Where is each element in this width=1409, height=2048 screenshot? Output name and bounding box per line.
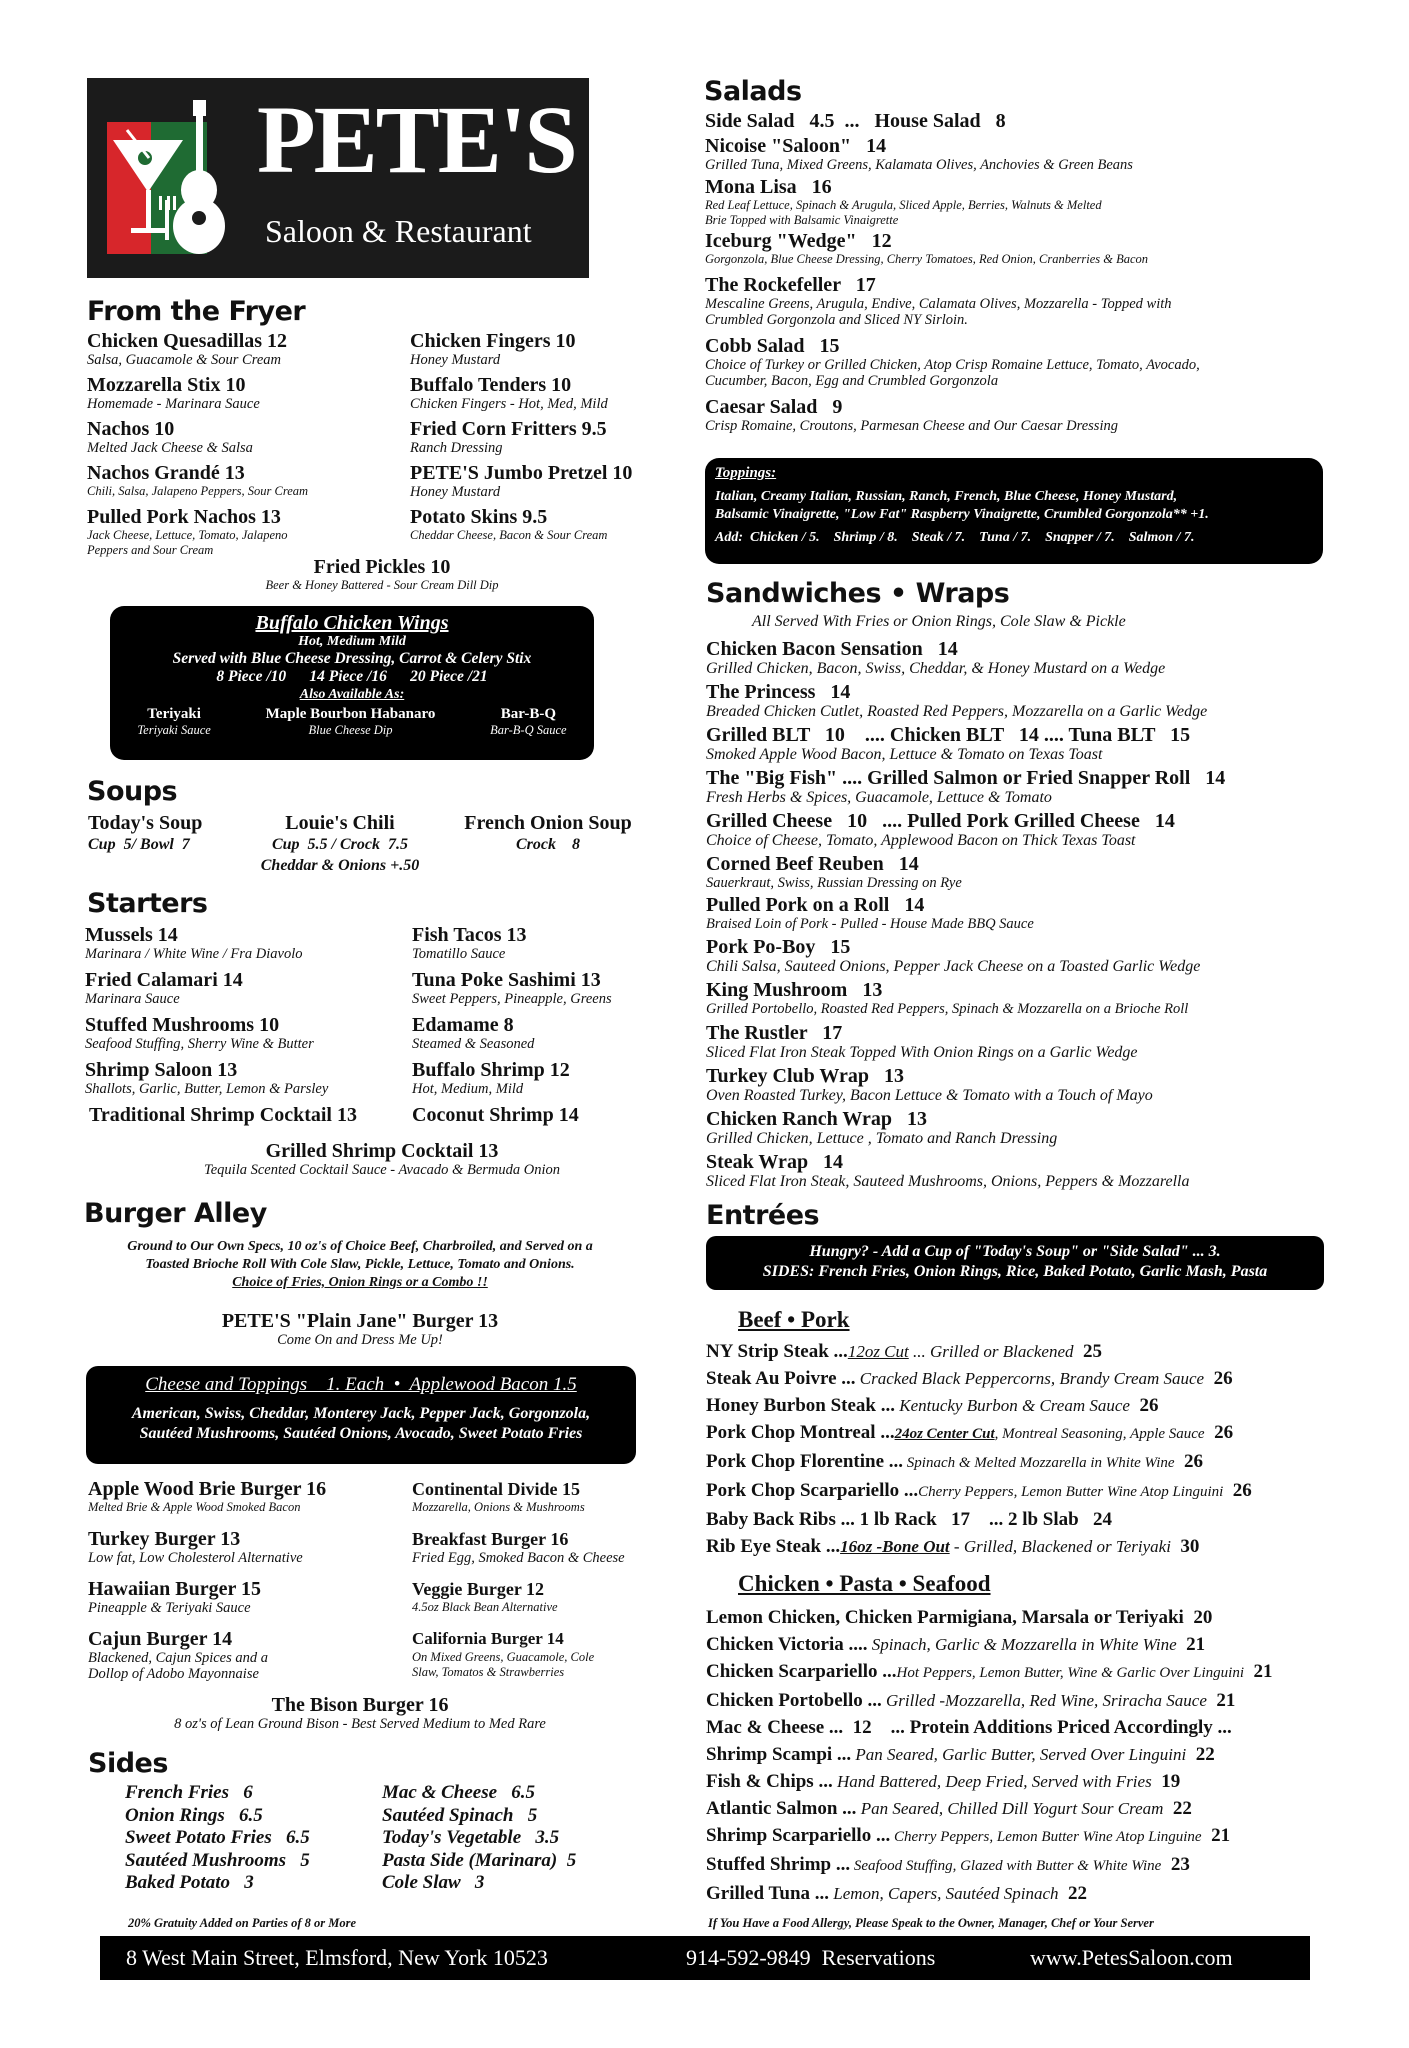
beef-list [706,1338,1336,1560]
flavor: Teriyaki Teriyaki Sauce [137,706,211,737]
menu-item: Steak Wrap 14 Sliced Flat Iron Steak, Sauteed Mushrooms, Onions, Peppers & Mozzarella [706,1151,1190,1190]
burger-heading: Burger Alley [84,1198,267,1229]
menu-item: Stuffed Mushrooms 10 Seafood Stuffing, Sherry Wine & Butter [85,1014,314,1052]
menu-item: Chicken Bacon Sensation 14 Grilled Chicken, Bacon, Swiss, Cheddar, & Honey Mustard on a Wedge [706,638,1166,677]
menu-item: Potato Skins 9.5 Cheddar Cheese, Bacon & Sour Cream [410,506,608,542]
menu-item: Edamame 8 Steamed & Seasoned [412,1014,535,1052]
salad-toppings-title: Toppings: [715,465,777,481]
menu-item: California Burger 14 On Mixed Greens, Guacamole, Cole Slaw, Tomatos & Strawberries [412,1629,595,1679]
side-item: Pasta Side (Marinara) 5 [382,1849,577,1871]
soup-item: French Onion Soup Crock 8 [464,812,632,853]
entree-item: Baby Back Ribs ... 1 lb Rack 17 ... 2 lb Slab 24 [706,1509,1112,1530]
menu-item: Veggie Burger 12 4.5oz Black Bean Alternative [412,1579,558,1614]
entrees-info-box: Hungry? - Add a Cup of "Today's Soup" or "Side Salad" ... 3. SIDES: French Fries, Onion Rings, Rice, Baked Potato, Garlic Mash, Pasta [706,1236,1324,1290]
sandwiches-subtitle: All Served With Fries or Onion Rings, Cole Slaw & Pickle [752,613,1126,630]
martini-guitar-icon [107,100,255,258]
menu-item: Tuna Poke Sashimi 13 Sweet Peppers, Pineapple, Greens [412,969,612,1007]
entree-item: Fish & Chips ... Hand Battered, Deep Fried, Served with Fries 19 [706,1771,1181,1792]
side-item: French Fries 6 [125,1782,253,1803]
chicken-pasta-seafood-heading: Chicken • Pasta • Seafood [738,1571,991,1596]
entree-item: NY Strip Steak ...12oz Cut ... Grilled or Blackened 25 [706,1341,1103,1362]
menu-item: The Princess 14 Breaded Chicken Cutlet, Roasted Red Peppers, Mozzarella on a Garlic Wedge [706,681,1208,720]
entree-item: Rib Eye Steak ...16oz -Bone Out - Grilled, Blackened or Teriyaki 30 [706,1536,1200,1557]
wings-flavors [110,706,594,738]
allergy-note: If You Have a Food Allergy, Please Speak to the Owner, Manager, Chef or Your Server [708,1916,1154,1930]
entree-item: Pork Chop Florentine ... Spinach & Melted Mozzarella in White Wine 26 [706,1451,1204,1472]
menu-item: Cajun Burger 14 Blackened, Cajun Spices and a Dollop of Adobo Mayonnaise [88,1628,268,1682]
menu-item: PETE'S Jumbo Pretzel 10 Honey Mustard [410,462,633,500]
menu-item: Chicken Ranch Wrap 13 Grilled Chicken, Lettuce , Tomato and Ranch Dressing [706,1108,1058,1147]
burger-right-column [412,1478,692,1680]
side-item: Sautéed Spinach 5 [382,1804,538,1826]
sides-heading: Sides [88,1748,168,1779]
menu-item: Cobb Salad 15 Choice of Turkey or Grilled Chicken, Atop Crisp Romaine Lettuce, Tomato, Avocado, Cucumber, Bacon, Egg and Crumbled Gorgonzola [705,335,1200,389]
menu-item: Mussels 14 Marinara / White Wine / Fra Diavolo [85,924,303,962]
menu-item: Nachos Grandé 13 Chili, Salsa, Jalapeno Peppers, Sour Cream [87,462,309,498]
entree-item: Pork Chop Scarpariello ...Cherry Peppers, Lemon Butter Wine Atop Linguini 26 [706,1480,1252,1501]
fryer-heading: From the Fryer [87,296,306,327]
soups-heading: Soups [87,776,178,807]
menu-item: Coconut Shrimp 14 [412,1104,579,1126]
menu-item: Traditional Shrimp Cocktail 13 [89,1104,357,1126]
menu-item: Fish Tacos 13 Tomatillo Sauce [412,924,527,962]
starters-left-column [85,924,405,1126]
footer-phone[interactable]: 914-592-9849 Reservations [686,1945,936,1970]
menu-item: Buffalo Shrimp 12 Hot, Medium, Mild [412,1059,570,1097]
menu-item: Continental Divide 15 Mozzarella, Onions & Mushrooms [412,1479,585,1514]
menu-item: Buffalo Tenders 10 Chicken Fingers - Hot, Med, Mild [410,374,608,412]
gratuity-note: 20% Gratuity Added on Parties of 8 or More [128,1916,357,1930]
toppings-title: Cheese and Toppings 1. Each • Applewood Bacon 1.5 [145,1374,577,1395]
entree-item: Chicken Scarpariello ...Hot Peppers, Lemon Butter, Wine & Garlic Over Linguini 21 [706,1661,1273,1682]
menu-item: The Rustler 17 Sliced Flat Iron Steak Topped With Onion Rings on a Garlic Wedge [706,1022,1138,1061]
side-item: Sautéed Mushrooms 5 [125,1849,310,1871]
sandwiches-heading: Sandwiches • Wraps [706,578,1010,609]
logo-tagline: Saloon & Restaurant [265,213,532,249]
menu-item: The "Big Fish" .... Grilled Salmon or Fried Snapper Roll 14 Fresh Herbs & Spices, Guacamole, Lettuce & Tomato [706,767,1226,806]
salads-list [705,110,1345,434]
beef-pork-heading: Beef • Pork [738,1307,850,1332]
sides-left-column [125,1782,310,1895]
fryer-center-item: Fried Pickles 10 Beer & Honey Battered - Sour Cream Dill Dip [265,556,499,592]
menu-item: Grilled Cheese 10 .... Pulled Pork Grilled Cheese 14 Choice of Cheese, Tomato, Applewood Bacon on Thick Texas Toast [706,810,1175,849]
entree-item: Steak Au Poivre ... Cracked Black Peppercorns, Brandy Cream Sauce 26 [706,1368,1233,1389]
starters-center-item: Grilled Shrimp Cocktail 13 Tequila Scented Cocktail Sauce - Avacado & Bermuda Onion [204,1140,560,1178]
footer-website-link[interactable]: www.PetesSaloon.com [1030,1945,1233,1970]
menu-item: Apple Wood Brie Burger 16 Melted Brie & Apple Wood Smoked Bacon [88,1478,327,1514]
footer-bar [100,1936,1310,1980]
menu-item: Iceburg "Wedge" 12 Gorgonzola, Blue Cheese Dressing, Cherry Tomatoes, Red Onion, Cranberries & Bacon [705,230,1149,266]
menu-item: Breakfast Burger 16 Fried Egg, Smoked Bacon & Cheese [412,1529,625,1566]
entree-item: Chicken Victoria .... Spinach, Garlic & Mozzarella in White Wine 21 [706,1634,1206,1655]
sides-right-column [382,1782,576,1895]
entree-item: Atlantic Salmon ... Pan Seared, Chilled Dill Yogurt Sour Cream 22 [706,1798,1192,1819]
entree-item: Mac & Cheese ... 12 ... Protein Additions Priced Accordingly ... [706,1717,1232,1738]
menu-item: Chicken Quesadillas 12 Salsa, Guacamole & Sour Cream [87,330,288,368]
side-item: Today's Vegetable 3.5 [382,1827,560,1848]
side-item: Mac & Cheese 6.5 [382,1782,536,1803]
menu-item: Nachos 10 Melted Jack Cheese & Salsa [87,418,253,456]
menu-item: Mona Lisa 16 Red Leaf Lettuce, Spinach & Arugula, Sliced Apple, Berries, Walnuts & Melted Brie Topped with Balsamic Vinaigrette [705,176,1102,227]
menu-item: Corned Beef Reuben 14 Sauerkraut, Swiss, Russian Dressing on Rye [706,853,962,891]
menu-item: Shrimp Saloon 13 Shallots, Garlic, Butter, Lemon & Parsley [85,1059,329,1097]
entrees-heading: Entrées [706,1200,820,1231]
wings-box: Buffalo Chicken Wings Hot, Medium Mild Served with Blue Cheese Dressing, Carrot & Celery Stix 8 Piece /10 14 Piece /16 20 Piece /21 Also Available As: Teriyaki Teriyaki Sauce Maple Bourbon Habanaro Blue Cheese Dip Bar-B-Q Bar-B-Q Sauce [110,606,594,760]
menu-item: Pork Po-Boy 15 Chili Salsa, Sauteed Onions, Pepper Jack Cheese on a Toasted Garlic Wedge [706,936,1201,975]
fryer-left-column [87,330,407,558]
plain-jane-burger: PETE'S "Plain Jane" Burger 13 Come On and Dress Me Up! [221,1310,499,1348]
burger-intro: Ground to Our Own Specs, 10 oz's of Choice Beef, Charbroiled, and Served on a Toasted Brioche Roll With Cole Slaw, Pickle, Lettuce, Tomato and Onions. Choice of Fries, Onion Rings or a Combo !! [127,1239,593,1290]
menu-item: Fried Corn Fritters 9.5 Ranch Dressing [410,418,607,456]
menu-item: Pulled Pork on a Roll 14 Braised Loin of Pork - Pulled - House Made BBQ Sauce [706,894,1034,932]
menu-item: Turkey Burger 13 Low fat, Low Cholesterol Alternative [88,1528,303,1566]
entree-item: Pork Chop Montreal ...24oz Center Cut, Montreal Seasoning, Apple Sauce 26 [706,1422,1234,1443]
flavor: Bar-B-Q Bar-B-Q Sauce [490,706,567,737]
burger-left-column [88,1478,408,1682]
soup-item: Louie's Chili Cup 5.5 / Crock 7.5 Cheddar & Onions +.50 [260,812,420,874]
menu-item: Nicoise "Saloon" 14 Grilled Tuna, Mixed Greens, Kalamata Olives, Anchovies & Green Beans [705,135,1133,173]
logo-name: PETE'S [257,86,576,193]
fryer-right-column [410,330,680,543]
menu-item: Turkey Club Wrap 13 Oven Roasted Turkey, Bacon Lettuce & Tomato with a Touch of Mayo [706,1065,1153,1104]
salad-toppings-box: Toppings: Italian, Creamy Italian, Russian, Ranch, French, Blue Cheese, Honey Mustard, Balsamic Vinaigrette, "Low Fat" Raspberry Vinaigrette, Crumbled Gorgonzola** +1. Add: Chicken / 5. Shrimp / 8. Steak / 7. Tuna / 7. Snapper / 7. Salmon / 7. [705,458,1323,564]
entree-item: Shrimp Scampi ... Pan Seared, Garlic Butter, Served Over Linguini 22 [706,1744,1215,1765]
menu-item: Caesar Salad 9 Crisp Romaine, Croutons, Parmesan Cheese and Our Caesar Dressing [705,396,1118,434]
entree-item: Chicken Portobello ... Grilled -Mozzarella, Red Wine, Sriracha Sauce 21 [706,1690,1236,1711]
entree-item: Grilled Tuna ... Lemon, Capers, Sautéed Spinach 22 [706,1883,1088,1904]
starters-heading: Starters [87,888,208,919]
side-item: Cole Slaw 3 [382,1872,485,1893]
soup-item: Today's Soup Cup 5/ Bowl 7 [88,812,203,853]
menu-item: King Mushroom 13 Grilled Portobello, Roasted Red Peppers, Spinach & Mozzarella on a Brioche Roll [706,979,1189,1017]
wings-title: Buffalo Chicken Wings [255,612,449,634]
menu-item: Chicken Fingers 10 Honey Mustard [410,330,576,368]
side-item: Baked Potato 3 [125,1872,254,1893]
menu-item: Side Salad 4.5 ... House Salad 8 [705,110,1006,132]
salads-heading: Salads [704,76,802,107]
menu-item: Hawaiian Burger 15 Pineapple & Teriyaki Sauce [88,1578,261,1616]
entree-item: Lemon Chicken, Chicken Parmigiana, Marsala or Teriyaki 20 [706,1607,1213,1628]
entree-item: Stuffed Shrimp ... Seafood Stuffing, Glazed with Butter & White Wine 23 [706,1854,1190,1875]
menu-item: Pulled Pork Nachos 13 Jack Cheese, Lettuce, Tomato, Jalapeno Peppers and Sour Cream [87,506,288,557]
flavor: Maple Bourbon Habanaro Blue Cheese Dip [265,706,436,737]
bison-burger: The Bison Burger 16 8 oz's of Lean Ground Bison - Best Served Medium to Med Rare [174,1694,546,1732]
entree-item: Honey Burbon Steak ... Kentucky Burbon & Cream Sauce 26 [706,1395,1159,1416]
menu-item: The Rockefeller 17 Mescaline Greens, Arugula, Endive, Calamata Olives, Mozzarella - Topped with Crumbled Gorgonzola and Sliced NY Sirloin. [705,274,1172,328]
menu-item: Fried Calamari 14 Marinara Sauce [85,969,243,1007]
burger-toppings-box: Cheese and Toppings 1. Each • Applewood Bacon 1.5 American, Swiss, Cheddar, Monterey Jack, Pepper Jack, Gorgonzola, Sautéed Mushrooms, Sautéed Onions, Avocado, Sweet Potato Fries [86,1366,636,1464]
footer-address: 8 West Main Street, Elmsford, New York 10523 [126,1945,548,1970]
sandwiches-list [706,638,1346,1191]
logo [87,78,589,278]
entree-item: Shrimp Scarpariello ... Cherry Peppers, Lemon Butter Wine Atop Linguine 21 [706,1825,1231,1846]
menu-item: Grilled BLT 10 .... Chicken BLT 14 .... Tuna BLT 15 Smoked Apple Wood Bacon, Lettuce & Tomato on Texas Toast [706,724,1191,763]
chicken-list [706,1604,1336,1907]
starters-right-column [412,924,682,1126]
menu-item: Mozzarella Stix 10 Homemade - Marinara Sauce [87,374,260,412]
side-item: Sweet Potato Fries 6.5 [125,1827,310,1848]
side-item: Onion Rings 6.5 [125,1804,263,1826]
